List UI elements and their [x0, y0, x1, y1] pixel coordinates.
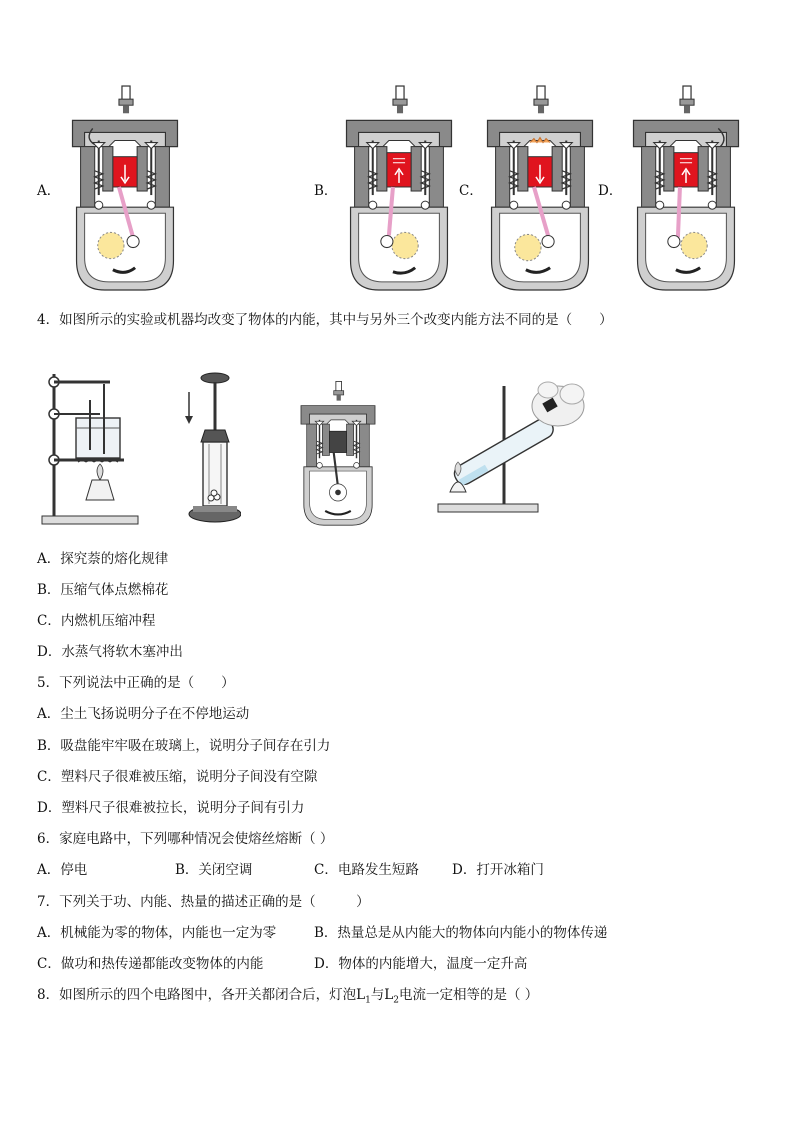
q5-option-a: A．尘土飞扬说明分子在不停地运动	[37, 706, 250, 722]
engine-label-b: B．	[314, 183, 338, 199]
q4-option-c: C．内燃机压缩冲程	[37, 613, 156, 629]
engine-label-d: D．	[598, 183, 623, 199]
q8-stem-post: 电流一定相等的是（ ）	[399, 987, 539, 1003]
engine-label-c: C．	[459, 183, 483, 199]
q5-option-d: D．塑料尺子很难被拉长，说明分子间有引力	[37, 800, 305, 816]
q7-option-d: D．物体的内能增大，温度一定升高	[314, 956, 528, 972]
q8-stem-pre: 8．如图所示的四个电路图中，各开关都闭合后，灯泡L	[37, 987, 366, 1003]
q7-option-a: A．机械能为零的物体，内能也一定为零	[37, 925, 277, 941]
q7-option-b: B．热量总是从内能大的物体向内能小的物体传递	[314, 925, 608, 941]
engine-label-a: A．	[37, 183, 61, 199]
engine-diagram-b	[340, 84, 458, 294]
q5-option-b: B．吸盘能牢牢吸在玻璃上，说明分子间存在引力	[37, 738, 331, 754]
q5-stem: 5．下列说法中正确的是（ ）	[37, 675, 235, 691]
q6-option-c: C．电路发生短路	[314, 862, 419, 878]
engine-diagram-a	[66, 84, 184, 294]
q8-sub-2: 2	[393, 995, 399, 1006]
engine-diagram-d	[627, 84, 745, 294]
q6-option-d: D．打开冰箱门	[452, 862, 544, 878]
q8-stem	[37, 986, 538, 1010]
q8-stem-mid: 与L	[370, 987, 394, 1003]
q4-option-b: B．压缩气体点燃棉花	[37, 582, 169, 598]
q6-stem: 6．家庭电路中，下列哪种情况会使熔丝熔断（ ）	[37, 831, 334, 847]
q7-stem: 7．下列关于功、内能、热量的描述正确的是（ ）	[37, 894, 370, 910]
q4-option-a: A．探究萘的熔化规律	[37, 551, 169, 567]
q6-option-b: B．关闭空调	[175, 862, 253, 878]
fig-naphthalene-melting	[40, 370, 140, 526]
engine-diagram-c	[481, 84, 599, 294]
q8-sub-1: 1	[365, 995, 371, 1006]
q7-option-c: C．做功和热传递都能改变物体的内能	[37, 956, 264, 972]
q4-stem: 4．如图所示的实验或机器均改变了物体的内能，其中与另外三个改变内能方法不同的是（ ）	[37, 312, 613, 328]
fig-steam-cork	[436, 372, 586, 516]
fig-compress-air	[181, 370, 241, 530]
fig-engine-compression	[290, 380, 386, 528]
q6-option-a: A．停电	[37, 862, 88, 878]
q5-option-c: C．塑料尺子很难被压缩，说明分子间没有空隙	[37, 769, 318, 785]
q4-option-d: D．水蒸气将软木塞冲出	[37, 644, 183, 660]
